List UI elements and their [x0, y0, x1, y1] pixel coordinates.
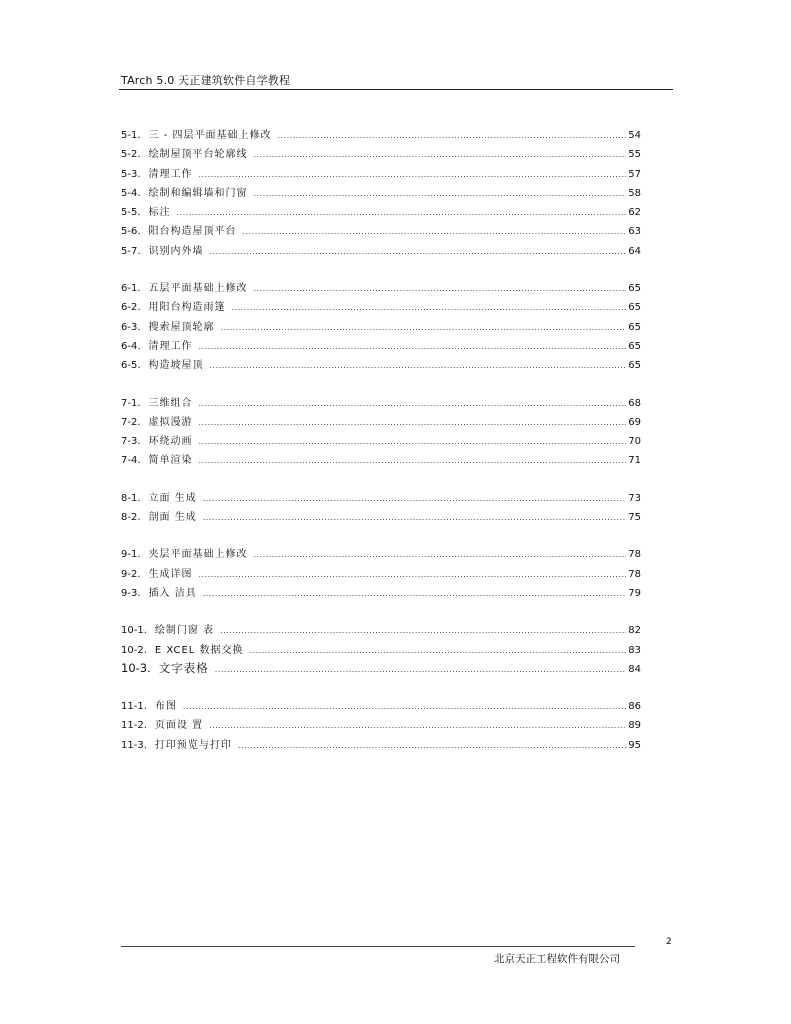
toc-entry-title: 布图: [154, 701, 177, 713]
toc-entry-title: 五层平面基础上修改: [148, 283, 248, 295]
toc-entry-number: 5-6.: [121, 226, 141, 238]
toc-entry-title: 绘制屋顶平台轮廓线: [148, 149, 248, 161]
toc-entry-number: 9-1.: [121, 549, 141, 561]
page-number: 2: [666, 937, 672, 947]
toc-entry-title: 虚拟漫游: [148, 416, 193, 428]
toc-group: [121, 621, 641, 679]
toc-entry[interactable]: [121, 565, 641, 584]
toc-dot-leader: [254, 189, 627, 198]
toc-entry[interactable]: [121, 337, 641, 356]
toc-entry[interactable]: [121, 621, 641, 640]
toc-entry-number: 10-1.: [121, 625, 147, 637]
toc-entry-page: 68: [628, 397, 641, 409]
toc-entry[interactable]: [121, 242, 641, 261]
toc-entry-title: 绘制门窗 表: [154, 625, 215, 637]
toc-entry[interactable]: [121, 641, 641, 660]
toc-entry-page: 75: [628, 512, 641, 524]
toc-dot-leader: [254, 284, 627, 293]
toc-entry-title: 插入 洁具: [148, 587, 197, 599]
toc-entry-number: 7-2.: [121, 416, 141, 428]
footer-company-name: 北京天正工程软件有限公司: [494, 953, 620, 965]
toc-entry-number: 11-1.: [121, 701, 147, 713]
toc-dot-leader: [199, 570, 627, 579]
toc-entry-title: 三 - 四层平面基础上修改: [148, 130, 272, 141]
toc-entry-number: 11-2.: [121, 720, 147, 732]
toc-entry-number: 7-3.: [121, 436, 141, 448]
toc-dot-leader: [203, 513, 627, 522]
toc-entry-number: 6-2.: [121, 302, 141, 314]
toc-dot-leader: [199, 418, 627, 427]
toc-entry-title: 构造坡屋顶: [148, 360, 204, 372]
toc-entry-number: 6-3.: [121, 321, 141, 333]
toc-entry-page: 82: [628, 625, 641, 637]
toc-entry[interactable]: [121, 660, 641, 679]
toc-entry-number: 10-2.: [121, 644, 147, 656]
toc-entry-title: 文字表格: [158, 660, 209, 675]
toc-entry-title: 用阳台构造雨篷: [148, 302, 226, 314]
toc-entry-number: 7-1.: [121, 397, 141, 409]
toc-dot-leader: [232, 303, 627, 312]
toc-entry-title: 搜索屋顶轮廓: [148, 321, 215, 333]
toc-entry-title: 环绕动画: [148, 436, 193, 448]
toc-entry-page: 83: [628, 644, 641, 656]
toc-entry-title: 页面设 置: [154, 720, 204, 732]
toc-dot-leader: [210, 247, 627, 256]
toc-entry-title: 清理工作: [148, 340, 193, 352]
toc-entry-page: 71: [628, 455, 641, 467]
toc-entry[interactable]: [121, 716, 641, 735]
toc-entry-page: 78: [628, 568, 641, 580]
toc-entry[interactable]: [121, 126, 641, 145]
toc-entry-title: 生成详图: [148, 568, 193, 580]
toc-dot-leader: [199, 399, 627, 408]
toc-dot-leader: [220, 626, 626, 635]
toc-dot-leader: [221, 323, 627, 332]
toc-dot-leader: [199, 456, 627, 465]
toc-group: [121, 697, 641, 755]
toc-entry-number: 10-3.: [121, 660, 151, 675]
toc-entry[interactable]: [121, 318, 641, 337]
toc-entry-page: 58: [628, 187, 641, 199]
toc-entry-page: 63: [628, 226, 641, 238]
toc-entry-page: 65: [628, 302, 641, 314]
header-divider: [119, 89, 673, 90]
toc-entry-page: 65: [628, 321, 641, 333]
toc-dot-leader: [250, 646, 627, 655]
toc-entry-page: 70: [628, 436, 641, 448]
toc-entry[interactable]: [121, 451, 641, 470]
footer-divider: [121, 946, 635, 947]
toc-entry[interactable]: [121, 298, 641, 317]
toc-entry[interactable]: [121, 545, 641, 564]
toc-entry[interactable]: [121, 184, 641, 203]
page-header-title: TArch 5.0 天正建筑软件自学教程: [121, 74, 291, 87]
toc-entry-title: 简单渲染: [148, 455, 193, 467]
toc-entry-page: 89: [628, 720, 641, 732]
toc-group: [121, 279, 641, 375]
toc-entry-title: 标注: [148, 207, 171, 219]
toc-entry-number: 9-2.: [121, 568, 141, 580]
toc-entry-page: 62: [628, 207, 641, 219]
toc-dot-leader: [277, 131, 626, 140]
toc-entry[interactable]: [121, 584, 641, 603]
toc-entry-number: 5-7.: [121, 245, 141, 257]
toc-entry-title: 剖面 生成: [148, 512, 197, 524]
toc-entry-title: 三维组合: [148, 397, 193, 409]
toc-dot-leader: [254, 550, 627, 559]
toc-dot-leader: [199, 342, 627, 351]
toc-entry-title: 夹层平面基础上修改: [148, 549, 248, 561]
toc-entry[interactable]: [121, 222, 641, 241]
toc-entry-page: 55: [628, 149, 641, 161]
toc-group: [121, 394, 641, 471]
toc-entry-number: 5-5.: [121, 207, 141, 219]
toc-entry-number: 5-2.: [121, 149, 141, 161]
toc-entry[interactable]: [121, 203, 641, 222]
toc-entry-page: 86: [628, 701, 641, 713]
toc-entry[interactable]: [121, 394, 641, 413]
toc-entry-page: 95: [628, 739, 641, 751]
toc-entry[interactable]: [121, 697, 641, 716]
toc-dot-leader: [210, 361, 627, 370]
toc-entry[interactable]: [121, 489, 641, 508]
toc-entry-page: 73: [628, 492, 641, 504]
toc-entry[interactable]: [121, 165, 641, 184]
toc-entry-number: 8-2.: [121, 512, 141, 524]
toc-dot-leader: [199, 437, 627, 446]
toc-entry-page: 65: [628, 283, 641, 295]
toc-entry[interactable]: [121, 279, 641, 298]
toc-dot-leader: [238, 741, 626, 750]
toc-entry-number: 7-4.: [121, 455, 141, 467]
toc-dot-leader: [254, 150, 627, 159]
table-of-contents: [121, 126, 641, 773]
toc-entry-page: 79: [628, 587, 641, 599]
toc-entry-page: 65: [628, 360, 641, 372]
toc-entry[interactable]: [121, 508, 641, 527]
toc-entry-title: 绘制和编辑墙和门窗: [148, 187, 248, 199]
toc-entry-number: 5-4.: [121, 187, 141, 199]
toc-entry-title: 清理工作: [148, 168, 193, 180]
toc-entry-page: 69: [628, 416, 641, 428]
toc-dot-leader: [215, 665, 627, 674]
toc-entry-title: 立面 生成: [148, 492, 197, 504]
toc-entry-page: 78: [628, 549, 641, 561]
toc-entry[interactable]: [121, 736, 641, 755]
toc-entry-page: 84: [628, 663, 641, 675]
toc-entry-number: 6-1.: [121, 283, 141, 295]
toc-group: [121, 126, 641, 261]
toc-dot-leader: [177, 208, 627, 217]
toc-entry[interactable]: [121, 356, 641, 375]
toc-entry-page: 64: [628, 245, 641, 257]
toc-group: [121, 489, 641, 528]
toc-entry-page: 65: [628, 340, 641, 352]
toc-group: [121, 545, 641, 603]
toc-entry-number: 11-3.: [121, 739, 147, 751]
toc-dot-leader: [243, 227, 627, 236]
toc-dot-leader: [209, 721, 626, 730]
toc-entry-number: 5-1.: [121, 130, 141, 141]
toc-entry[interactable]: [121, 432, 641, 451]
toc-entry-number: 5-3.: [121, 168, 141, 180]
toc-entry-number: 8-1.: [121, 492, 141, 504]
toc-entry-page: 57: [628, 168, 641, 180]
toc-dot-leader: [183, 702, 626, 711]
toc-entry-title: E XCEL 数据交换: [154, 644, 244, 656]
toc-dot-leader: [199, 170, 627, 179]
toc-entry[interactable]: [121, 413, 641, 432]
toc-entry-title: 打印预览与打印: [154, 739, 232, 751]
toc-entry-number: 6-5.: [121, 360, 141, 372]
toc-entry[interactable]: [121, 145, 641, 164]
toc-entry-page: 54: [628, 130, 641, 141]
toc-dot-leader: [203, 589, 627, 598]
toc-dot-leader: [203, 494, 627, 503]
toc-entry-title: 识别内外墙: [148, 245, 204, 257]
toc-entry-number: 9-3.: [121, 587, 141, 599]
toc-entry-title: 阳台构造屋顶平台: [148, 226, 237, 238]
toc-entry-number: 6-4.: [121, 340, 141, 352]
